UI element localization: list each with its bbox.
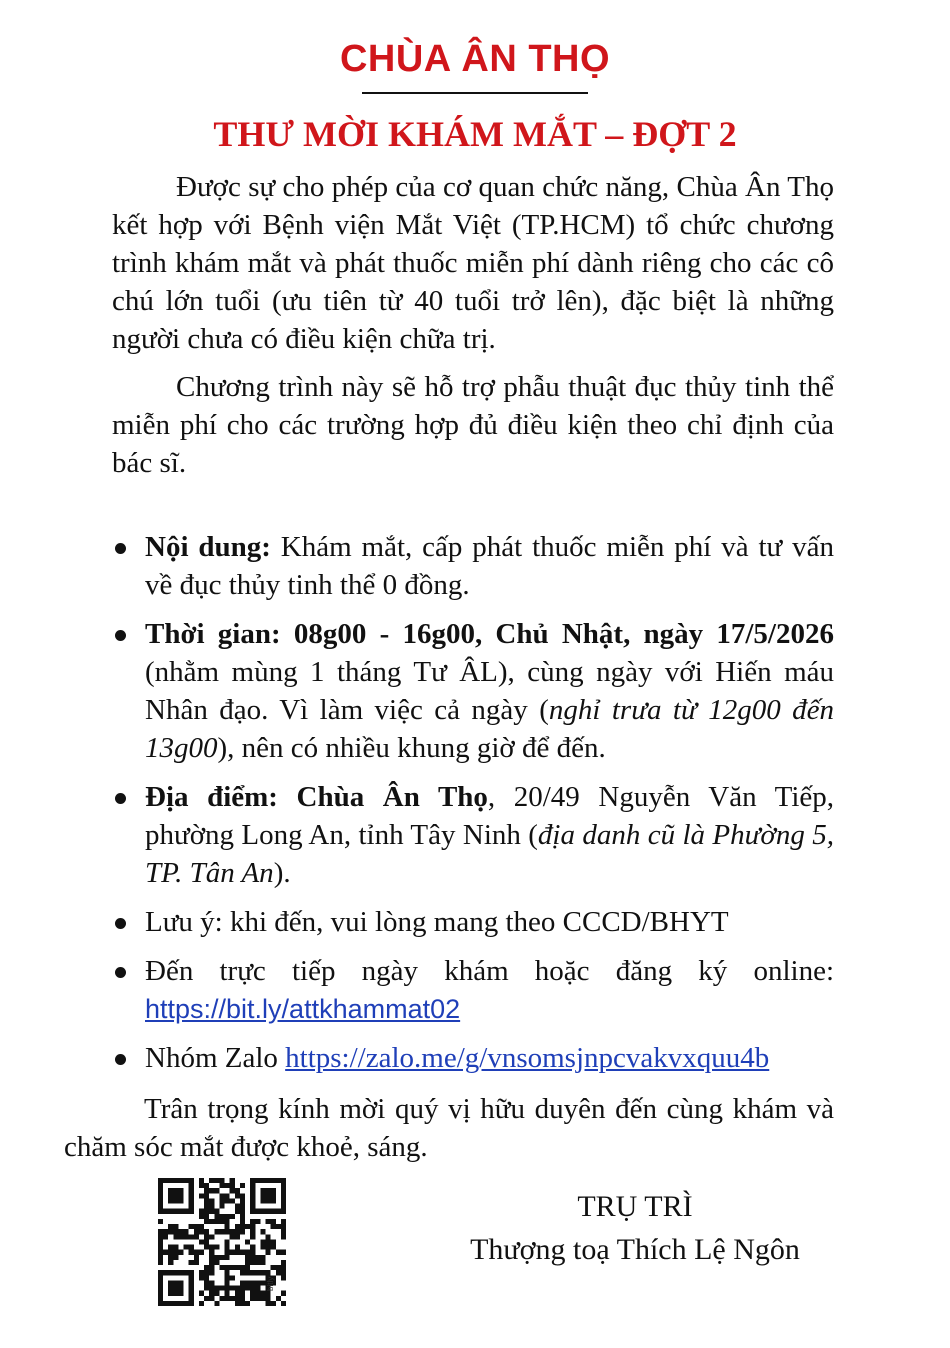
time-text-1: (nhằm mùng 1 tháng Tư ÂL), cùng ngày với Hiến máu Nhân đạo. Vì làm việc cả ngày ( bbox=[145, 656, 834, 726]
list-item-place bbox=[112, 778, 834, 892]
page-subtitle: THƯ MỜI KHÁM MẮT – ĐỢT 2 bbox=[213, 114, 737, 154]
content-text: Khám mắt, cấp phát thuốc miễn phí và tư vấn về đục thủy tinh thể 0 đồng. bbox=[145, 531, 834, 601]
place-label: Địa điểm: Chùa Ân Thọ bbox=[145, 781, 488, 813]
details-list bbox=[112, 528, 852, 1088]
place-text-1: , 20/49 Nguyễn Văn Tiếp, phường Long An, tỉnh Tây Ninh ( bbox=[145, 781, 835, 851]
signature-role: TRỤ TRÌ bbox=[577, 1190, 693, 1223]
register-text: Đến trực tiếp ngày khám hoặc đăng ký online: bbox=[145, 955, 834, 987]
page-title: CHÙA ÂN THỌ bbox=[339, 38, 611, 80]
list-item-time bbox=[112, 615, 834, 767]
intro-paragraph-1: Được sự cho phép của cơ quan chức năng, Chùa Ân Thọ kết hợp với Bệnh viện Mắt Việt (TP.HCM) tổ chức chương trình khám mắt và phát thuốc miễn phí dành riêng cho các cô chú lớn tuổi (ưu tiên từ 40 tuổi trở lên), đặc biệt là những người chưa có điều kiện chữa trị. bbox=[112, 171, 834, 355]
list-item-register bbox=[112, 952, 834, 1028]
list-item-content bbox=[112, 528, 834, 604]
zalo-text: Nhóm Zalo bbox=[145, 1042, 286, 1074]
closing-paragraph: Trân trọng kính mời quý vị hữu duyên đến cùng khám và chăm sóc mắt được khoẻ, sáng. bbox=[64, 1093, 834, 1163]
qr-brand-label: bitly bbox=[266, 1276, 275, 1291]
time-label: Thời gian: 08g00 - 16g00, Chủ Nhật, ngày 17/5/2026 bbox=[145, 618, 834, 650]
zalo-group-link[interactable]: https://zalo.me/g/vnsomsjnpcvakvxquu4b bbox=[285, 1042, 770, 1074]
signature-name: Thượng toạ Thích Lệ Ngôn bbox=[470, 1233, 800, 1266]
content-label: Nội dung: bbox=[145, 531, 271, 563]
place-old-name: địa danh cũ là Phường 5, TP. Tân An bbox=[145, 819, 834, 889]
list-item-note: Lưu ý: khi đến, vui lòng mang theo CCCD/BHYT bbox=[112, 903, 852, 941]
list-item-zalo bbox=[112, 1039, 852, 1077]
title-underline bbox=[362, 92, 588, 94]
time-break-note: nghỉ trưa từ 12g00 đến 13g00 bbox=[145, 694, 834, 764]
intro-section bbox=[112, 168, 834, 492]
intro-paragraph-2: Chương trình này sẽ hỗ trợ phẫu thuật đục thủy tinh thể miễn phí cho các trường hợp đủ điều kiện theo chỉ định của bác sĩ. bbox=[112, 371, 834, 479]
place-text-2: ). bbox=[273, 857, 291, 889]
time-text-2: ), nên có nhiều khung giờ để đến. bbox=[217, 732, 606, 764]
register-link[interactable]: https://bit.ly/attkhammat02 bbox=[145, 994, 461, 1024]
